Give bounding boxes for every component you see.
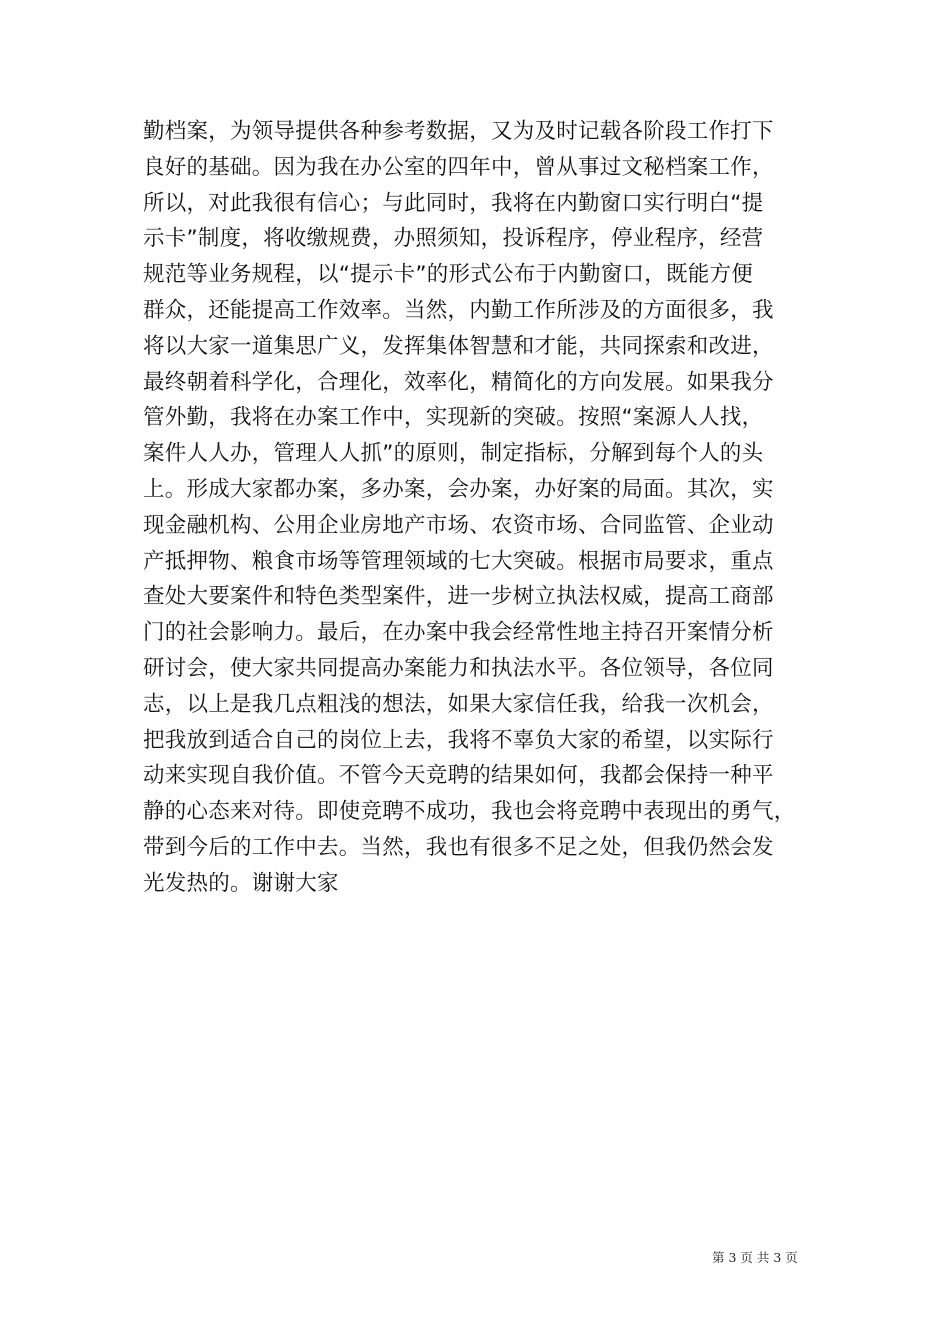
text-line: 静的心态来对待。即使竞聘不成功，我也会将竞聘中表现出的勇气， <box>143 799 796 825</box>
body-text <box>143 114 823 902</box>
text-line: 示卡”制度，将收缴规费，办照须知，投诉程序，停业程序，经营 <box>143 226 764 252</box>
text-line: 规范等业务规程，以“提示卡”的形式公布于内勤窗口，既能方便 <box>143 262 754 288</box>
text-line: 带到今后的工作中去。当然，我也有很多不足之处，但我仍然会发 <box>143 834 774 860</box>
text-line: 将以大家一道集思广义，发挥集体智慧和才能，共同探索和改进， <box>143 333 774 359</box>
page-number-footer: 第 3 页 共 3 页 <box>712 1250 798 1265</box>
text-line: 群众，还能提高工作效率。当然，内勤工作所涉及的方面很多，我 <box>143 297 774 323</box>
text-line: 良好的基础。因为我在办公室的四年中，曾从事过文秘档案工作， <box>143 154 774 180</box>
text-line: 志，以上是我几点粗浅的想法，如果大家信任我，给我一次机会， <box>143 691 774 717</box>
text-line: 所以，对此我很有信心；与此同时，我将在内勤窗口实行明白“提 <box>143 190 764 216</box>
text-line: 现金融机构、公用企业房地产市场、农资市场、合同监管、企业动 <box>143 512 774 538</box>
text-line: 上。形成大家都办案，多办案，会办案，办好案的局面。其次，实 <box>143 476 774 502</box>
text-line: 产抵押物、粮食市场等管理领域的七大突破。根据市局要求，重点 <box>143 548 774 574</box>
text-line: 研讨会，使大家共同提高办案能力和执法水平。各位领导，各位同 <box>143 655 774 681</box>
text-line: 查处大要案件和特色类型案件，进一步树立执法权威，提高工商部 <box>143 584 774 610</box>
text-line: 勤档案，为领导提供各种参考数据，又为及时记载各阶段工作打下 <box>143 119 774 144</box>
text-line: 管外勤，我将在办案工作中，实现新的突破。按照“案源人人找， <box>143 405 764 431</box>
text-line: 把我放到适合自己的岗位上去，我将不辜负大家的希望，以实际行 <box>143 727 774 753</box>
text-line: 动来实现自我价值。不管今天竞聘的结果如何，我都会保持一种平 <box>143 763 774 789</box>
text-line: 光发热的。谢谢大家 <box>143 870 339 896</box>
text-line: 案件人人办，管理人人抓”的原则，制定指标，分解到每个人的头 <box>143 441 764 467</box>
text-line: 门的社会影响力。最后，在办案中我会经常性地主持召开案情分析 <box>143 620 774 646</box>
text-line: 最终朝着科学化，合理化，效率化，精简化的方向发展。如果我分 <box>143 369 774 395</box>
